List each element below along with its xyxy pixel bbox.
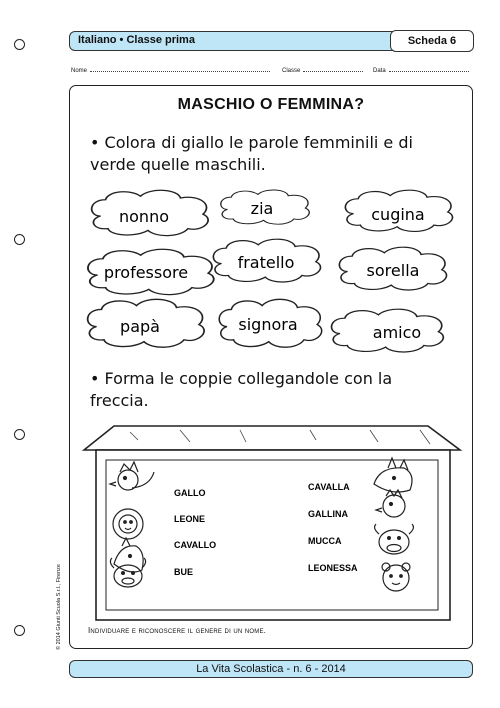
name-label: Nome [71, 68, 88, 74]
animal-right[interactable]: LEONESSA [308, 563, 358, 573]
word-cugina: cugina [371, 205, 425, 224]
word-signora: signora [238, 315, 298, 334]
word-professore: professore [103, 263, 189, 282]
animal-right[interactable]: GALLINA [308, 509, 348, 519]
animal-right[interactable]: MUCCA [308, 536, 342, 546]
sheet-number: Scheda 6 [390, 30, 474, 52]
subject-label: Italiano • Classe prima [78, 34, 195, 46]
instruction-color: • Colora di giallo le parole femminili e di verde quelle maschili. [90, 133, 413, 174]
binder-hole [14, 625, 25, 636]
binder-hole [14, 429, 25, 440]
binder-hole [14, 39, 25, 50]
word-zia: zia [250, 199, 274, 218]
word-sorella: sorella [366, 261, 420, 280]
barn-illustration [70, 86, 474, 650]
learning-goal: Individuare e riconoscere il genere di un nome. [88, 626, 267, 635]
animal-left[interactable]: BUE [174, 567, 194, 577]
footer-bar: La Vita Scolastica - n. 6 - 2014 [69, 660, 473, 678]
word-fratello: fratello [237, 253, 295, 272]
animal-left[interactable]: GALLO [174, 488, 206, 498]
animal-left[interactable]: CAVALLO [174, 540, 217, 550]
instruction-match: • Forma le coppie collegandole con la freccia. [90, 369, 393, 410]
word-papa: papà [120, 317, 160, 336]
copyright: © 2014 Giunti Scuola S.r.l., Firenze [56, 564, 62, 650]
exercise-panel [69, 85, 473, 649]
word-nonno: nonno [119, 207, 169, 226]
animal-right[interactable]: CAVALLA [308, 482, 350, 492]
animal-left[interactable]: LEONE [174, 514, 206, 524]
page-title: MASCHIO O FEMMINA? [177, 96, 365, 113]
word-amico: amico [372, 323, 422, 342]
header-bar [69, 31, 473, 51]
date-label: Data [373, 68, 386, 74]
binder-hole [14, 234, 25, 245]
name-field[interactable] [71, 66, 270, 74]
class-field[interactable] [282, 66, 363, 74]
date-field[interactable] [373, 66, 469, 74]
class-label: Classe [282, 68, 301, 74]
